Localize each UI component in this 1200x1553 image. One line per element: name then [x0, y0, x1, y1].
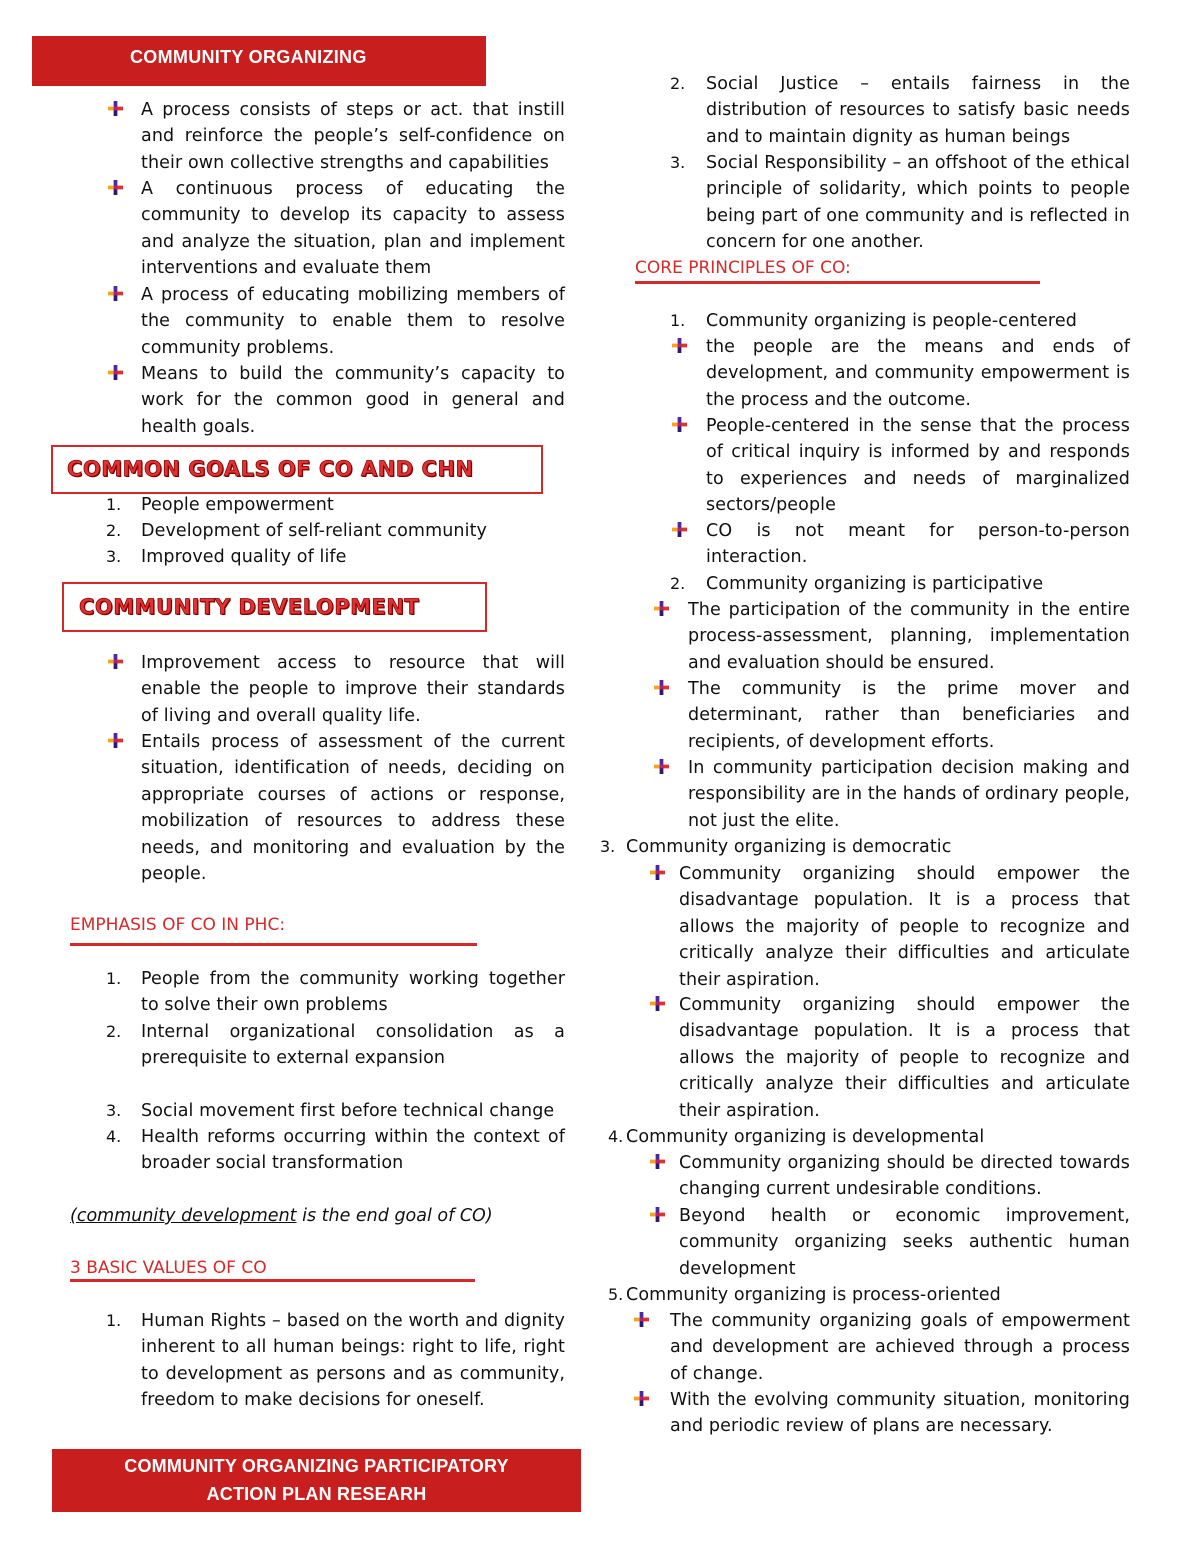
plus-bullet-icon — [634, 1391, 649, 1406]
list-number: 3. — [106, 1101, 122, 1120]
list-number: 2. — [106, 521, 122, 540]
list-item-text: Community organizing should empower the disadvantage population. It is a process that allows the majority of people to recognize and critically analyze their difficulties and articulate their aspiration. — [679, 864, 1130, 990]
list-item-text: Internal organizational consolidation as a prerequisite to external expansion — [141, 1022, 565, 1069]
section-underline — [70, 1279, 475, 1282]
footer-bar-line1: COMMUNITY ORGANIZING PARTICIPATORY — [124, 1456, 509, 1476]
plus-bullet-icon — [672, 338, 687, 353]
list-number: 3. — [106, 547, 122, 566]
plus-bullet-icon — [650, 865, 665, 880]
list-item-text: Community organizing should empower the disadvantage population. It is a process that allows the majority of people to recognize and critically analyze their difficulties and articulate their aspiration. — [679, 995, 1130, 1121]
section-underline — [635, 281, 1040, 284]
plus-bullet-icon — [650, 1154, 665, 1169]
co-par-footer-bar — [52, 1449, 581, 1512]
plus-bullet-icon — [672, 522, 687, 537]
list-item-text: People-centered in the sense that the process of critical inquiry is informed by and responds to experiences and needs of marginalized sectors/people — [706, 416, 1130, 516]
header-text: COMMUNITY ORGANIZING — [130, 47, 367, 67]
principle-heading-text: Community organizing is people-centered — [706, 311, 1077, 331]
list-item-text: Social Justice – entails fairness in the distribution of resources to satisfy basic needs and to maintain dignity as human beings — [706, 74, 1130, 147]
list-item-text: The community organizing goals of empowerment and development are achieved through a process of change. — [670, 1311, 1130, 1384]
list-number: 1. — [106, 969, 122, 988]
plus-bullet-icon — [650, 996, 665, 1011]
list-item-text: With the evolving community situation, monitoring and periodic review of plans are necessary. — [670, 1390, 1130, 1437]
list-item-text: In community participation decision making and responsibility are in the hands of ordinary people, not just the elite. — [688, 758, 1130, 831]
list-item-text: the people are the means and ends of development, and community empowerment is the process and the outcome. — [706, 337, 1130, 410]
list-item-text: Health reforms occurring within the context of broader social transformation — [141, 1127, 565, 1174]
list-number: 2. — [670, 74, 686, 93]
principle-heading-text: Community organizing is developmental — [626, 1127, 985, 1147]
list-item-text: Beyond health or economic improvement, community organizing seeks authentic human development — [679, 1206, 1130, 1279]
community-development-title: COMMUNITY DEVELOPMENT — [79, 595, 420, 619]
plus-bullet-icon — [108, 365, 123, 380]
list-item-text: Means to build the community’s capacity to work for the common good in general and health goals. — [141, 364, 565, 437]
emphasis-title: EMPHASIS OF CO IN PHC: — [70, 915, 286, 935]
plus-bullet-icon — [108, 180, 123, 195]
plus-bullet-icon — [654, 601, 669, 616]
list-number: 1. — [106, 1311, 122, 1330]
list-number: 1. — [670, 311, 686, 330]
plus-bullet-icon — [654, 680, 669, 695]
plus-bullet-icon — [108, 654, 123, 669]
list-item-text: People empowerment — [141, 495, 334, 515]
plus-bullet-icon — [108, 101, 123, 116]
list-item-text: The participation of the community in the entire process-assessment, planning, implementation and evaluation should be ensured. — [688, 600, 1130, 673]
common-goals-title: COMMON GOALS OF CO AND CHN — [67, 457, 474, 481]
plus-bullet-icon — [634, 1312, 649, 1327]
plus-bullet-icon — [654, 759, 669, 774]
list-item-text: Improvement access to resource that will enable the people to improve their standards of living and overall quality life. — [141, 653, 565, 726]
plus-bullet-icon — [672, 417, 687, 432]
core-principles-title: CORE PRINCIPLES OF CO: — [635, 258, 851, 278]
list-item-text: Social movement first before technical change — [141, 1101, 555, 1121]
list-item-text: A process of educating mobilizing members of the community to enable them to resolve community problems. — [141, 285, 565, 358]
plus-bullet-icon — [650, 1207, 665, 1222]
list-number: 4. — [608, 1127, 624, 1146]
list-number: 2. — [670, 574, 686, 593]
footer-bar-line2: ACTION PLAN RESEARH — [206, 1484, 427, 1504]
section-underline — [70, 943, 477, 946]
list-item-text: The community is the prime mover and determinant, rather than beneficiaries and recipients, of development efforts. — [688, 679, 1130, 752]
list-item-text: Community organizing should be directed towards changing current undesirable conditions. — [679, 1153, 1130, 1200]
plus-bullet-icon — [108, 733, 123, 748]
principle-heading-text: Community organizing is participative — [706, 574, 1044, 594]
principle-heading-text: Community organizing is process-oriented — [626, 1285, 1001, 1305]
list-item-text: Human Rights – based on the worth and dignity inherent to all human beings: right to life, right to development as persons and as community, freedom to make decisions for oneself. — [141, 1311, 565, 1411]
principle-heading-text: Community organizing is democratic — [626, 837, 952, 857]
list-item-text: CO is not meant for person-to-person interaction. — [706, 521, 1130, 568]
note-underlined: (community development — [70, 1206, 297, 1226]
note-rest: is the end goal of CO) — [296, 1206, 493, 1226]
list-number: 5. — [608, 1285, 624, 1304]
list-number: 4. — [106, 1127, 122, 1146]
list-number: 2. — [106, 1022, 122, 1041]
end-goal-note — [70, 1203, 493, 1229]
list-item-text: Social Responsibility – an offshoot of the ethical principle of solidarity, which points to people being part of one community and is reflected in concern for one another. — [706, 153, 1130, 253]
list-number: 3. — [600, 837, 616, 856]
list-item-text: Entails process of assessment of the current situation, identification of needs, deciding on appropriate courses of actions or response, mobilization of resources to address these needs, and monitoring and evaluation by the people. — [141, 732, 565, 885]
list-item-text: People from the community working together to solve their own problems — [141, 969, 565, 1016]
plus-bullet-icon — [108, 286, 123, 301]
list-item-text: A process consists of steps or act. that instill and reinforce the people’s self-confidence on their own collective strengths and capabilities — [141, 100, 565, 173]
list-number: 3. — [670, 153, 686, 172]
list-item-text: A continuous process of educating the community to develop its capacity to assess and analyze the situation, plan and implement interventions and evaluate them — [141, 179, 565, 279]
community-organizing-header — [32, 36, 486, 86]
basic-values-title: 3 BASIC VALUES OF CO — [70, 1258, 267, 1278]
list-number: 1. — [106, 495, 122, 514]
list-item-text: Development of self-reliant community — [141, 521, 487, 541]
list-item-text: Improved quality of life — [141, 547, 347, 567]
